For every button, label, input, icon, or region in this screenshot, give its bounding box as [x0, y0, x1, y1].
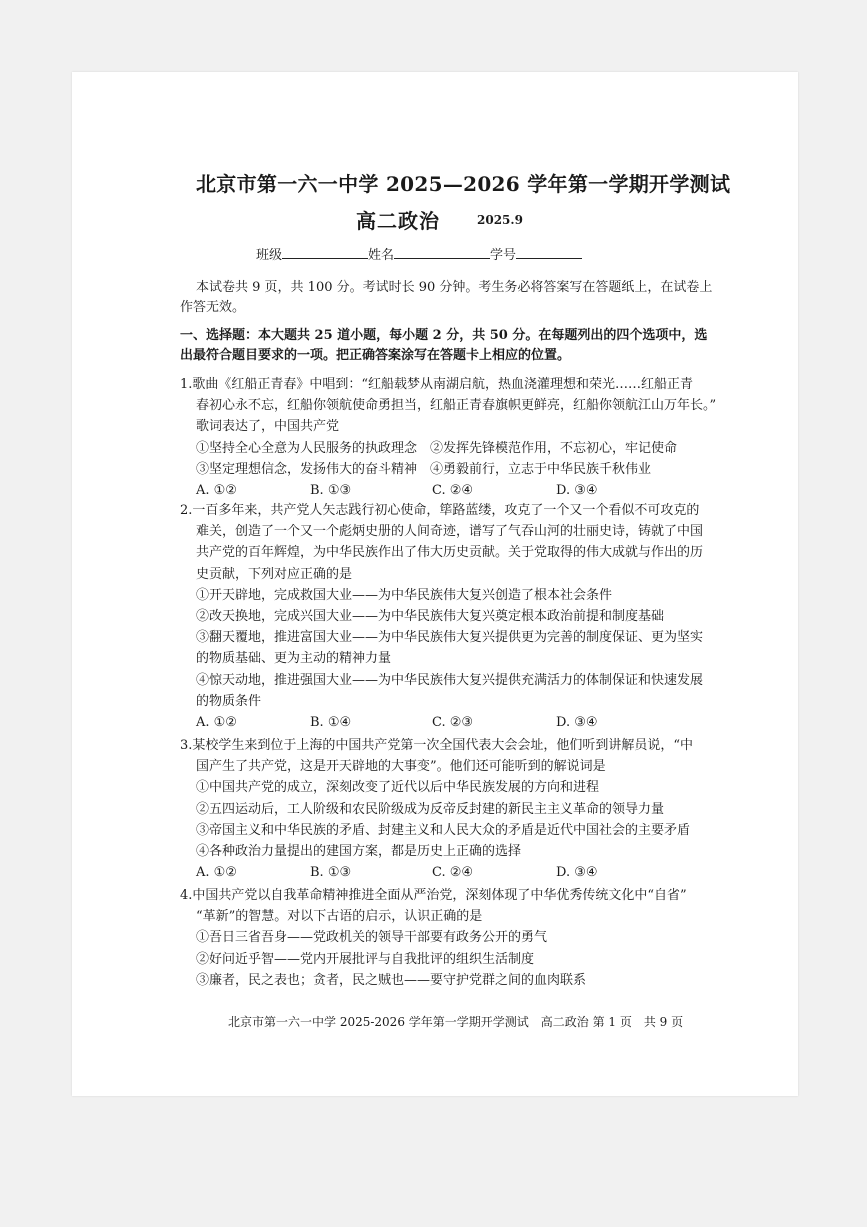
question-2-option[interactable]: D. ③④ [556, 715, 598, 730]
question-3-line: ②五四运动后，工人阶级和农民阶级成为反帝反封建的新民主主义革命的领导力量 [196, 801, 665, 817]
question-3-option[interactable]: A. ①② [196, 865, 237, 881]
section1-line-2: 出最符合题目要求的一项。把正确答案涂写在答题卡上相应的位置。 [180, 348, 571, 363]
question-1-line: ①坚持全心全意为人民服务的执政理念 ②发挥先锋模范作用，不忘初心，牢记使命 [196, 440, 678, 456]
intro-line-1: 本试卷共 9 页，共 100 分。考试时长 90 分钟。考生务必将答案写在答题纸上，在试卷上 [196, 280, 713, 295]
exam-title: 北京市第一六一中学 2025—2026 学年第一学期开学测试 [196, 172, 731, 196]
question-2-line: 的物质条件 [196, 693, 262, 709]
class-label: 班级 [256, 248, 283, 263]
question-2-line: 的物质基础、更为主动的精神力量 [196, 651, 392, 667]
question-1-line: 1.歌曲《红船正青春》中唱到：“红船载梦从南湖启航，热血浇灌理想和荣光……红船正青 [180, 377, 694, 392]
question-4-line: ③廉者，民之表也；贪者，民之贼也——要守护党群之间的血肉联系 [196, 972, 587, 988]
class-field[interactable] [282, 244, 368, 259]
student-id-field[interactable] [516, 244, 582, 259]
question-1-option[interactable]: C. ②④ [432, 483, 474, 498]
intro-line-2: 作答无效。 [180, 300, 246, 315]
question-1-line: 春初心永不忘，红船你领航使命勇担当，红船正青春旗帜更鲜亮，红船你领航江山万年长。” [196, 398, 717, 414]
question-4-line: ①吾日三省吾身——党政机关的领导干部要有政务公开的勇气 [196, 930, 548, 946]
question-3-option[interactable]: B. ①③ [310, 865, 352, 881]
student-info-row [256, 244, 582, 266]
subject-title: 高二政治 [356, 209, 440, 233]
question-1-option[interactable]: B. ①③ [310, 483, 352, 498]
section1-line-1: 一、选择题：本大题共 25 道小题，每小题 2 分，共 50 分。在每题列出的四个选项中，选 [180, 328, 708, 343]
question-4-line: 4.中国共产党以自我革命精神推进全面从严治党，深刻体现了中华优秀传统文化中“自省” [180, 888, 687, 903]
question-4-line: “革新”的智慧。对以下古语的启示，认识正确的是 [196, 909, 483, 925]
question-2-line: ④惊天动地，推进强国大业——为中华民族伟大复兴提供充满活力的体制保证和快速发展 [196, 672, 704, 688]
question-3-line: ①中国共产党的成立，深刻改变了近代以后中华民族发展的方向和进程 [196, 780, 600, 796]
question-2-line: 共产党的百年辉煌，为中华民族作出了伟大历史贡献。关于党取得的伟大成就与作出的历 [196, 545, 704, 561]
question-2-line: ③翻天覆地，推进富国大业——为中华民族伟大复兴提供更为完善的制度保证、更为坚实 [196, 630, 704, 646]
question-2-line: ②改天换地，完成兴国大业——为中华民族伟大复兴奠定根本政治前提和制度基础 [196, 609, 665, 624]
question-3-option[interactable]: D. ③④ [556, 865, 598, 881]
name-label: 姓名 [368, 248, 395, 263]
question-3-option[interactable]: C. ②④ [432, 865, 474, 881]
name-field[interactable] [394, 244, 490, 259]
question-2-line: 难关，创造了一个又一个彪炳史册的人间奇迹，谱写了气吞山河的壮丽史诗，铸就了中国 [196, 524, 704, 540]
question-2-option[interactable]: A. ①② [196, 715, 237, 730]
question-3-line: ④各种政治力量提出的建国方案，都是历史上正确的选择 [196, 844, 522, 859]
question-1-option[interactable]: A. ①② [196, 483, 237, 498]
question-3-line: ③帝国主义和中华民族的矛盾、封建主义和人民大众的矛盾是近代中国社会的主要矛盾 [196, 822, 691, 838]
exam-date: 2025.9 [477, 213, 523, 227]
question-3-line: 国产生了共产党，这是开天辟地的大事变”。他们还可能听到的解说词是 [196, 759, 606, 775]
question-2-option[interactable]: B. ①④ [310, 715, 352, 730]
id-label: 学号 [490, 248, 517, 263]
question-2-line: ①开天辟地，完成救国大业——为中华民族伟大复兴创造了根本社会条件 [196, 587, 613, 603]
question-1-line: ③坚定理想信念，发扬伟大的奋斗精神 ④勇毅前行，立志于中华民族千秋伟业 [196, 461, 652, 477]
question-2-option[interactable]: C. ②③ [432, 715, 474, 730]
page-footer: 北京市第一六一中学 2025-2026 学年第一学期开学测试 高二政治 第 1 页 共 9 页 [228, 1015, 684, 1029]
question-1-option[interactable]: D. ③④ [556, 483, 598, 498]
question-1-line: 歌词表达了，中国共产党 [196, 419, 340, 435]
question-4-line: ②好问近乎智——党内开展批评与自我批评的组织生活制度 [196, 951, 535, 967]
question-2-line: 史贡献，下列对应正确的是 [196, 566, 353, 582]
question-3-line: 3.某校学生来到位于上海的中国共产党第一次全国代表大会会址，他们听到讲解员说，“中 [180, 738, 694, 753]
question-2-line: 2.一百多年来，共产党人矢志践行初心使命，筚路蓝缕，攻克了一个又一个看似不可攻克的 [180, 503, 700, 518]
